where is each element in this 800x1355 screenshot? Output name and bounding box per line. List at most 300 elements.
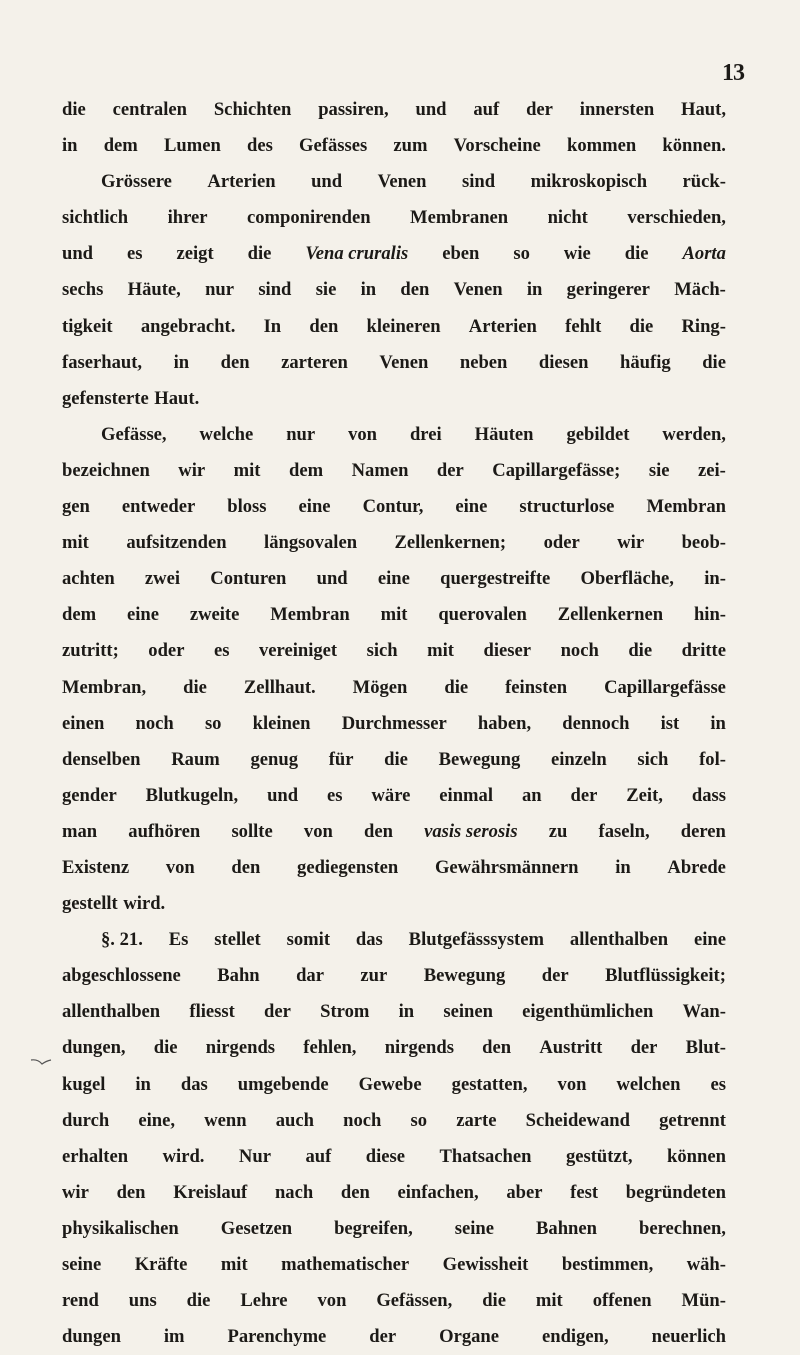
word: noch <box>135 712 174 734</box>
word: wir <box>62 1181 89 1203</box>
word: den <box>220 351 250 373</box>
word: es <box>327 784 343 806</box>
word: allenthalben <box>569 929 669 951</box>
word: componirenden <box>246 207 371 229</box>
word: Thatsachen <box>439 1145 532 1167</box>
word: der <box>264 1001 291 1023</box>
word: es <box>710 1073 726 1095</box>
word: bezeichnen <box>62 459 150 481</box>
word: bloss <box>227 496 267 518</box>
word: sind <box>258 279 292 301</box>
word: mikroskopisch <box>530 171 648 193</box>
word: rend <box>62 1290 99 1312</box>
word: dass <box>691 784 726 806</box>
word: Strom <box>320 1001 370 1023</box>
word: von <box>348 423 378 445</box>
text-line <box>62 958 726 994</box>
word: §. 21. <box>101 929 143 951</box>
word: Grössere <box>101 171 172 193</box>
italic-word: Vena cruralis <box>305 243 409 265</box>
word: den <box>309 315 339 337</box>
word: in <box>526 279 543 301</box>
word: die <box>628 640 653 662</box>
word: eine <box>693 929 726 951</box>
word: der <box>541 965 569 987</box>
word: wie <box>563 243 591 265</box>
word: Durchmesser <box>341 712 447 734</box>
word: begreifen, <box>334 1217 413 1239</box>
word: eine, <box>138 1109 176 1131</box>
word: Membranen <box>410 207 509 229</box>
word: der <box>436 459 464 481</box>
word: aber <box>506 1181 543 1203</box>
word: Gefässen, <box>376 1290 453 1312</box>
word: nach <box>274 1181 314 1203</box>
text-line <box>62 1175 726 1211</box>
word: häufig <box>620 351 671 373</box>
text-line <box>62 886 726 922</box>
word: die <box>384 748 408 770</box>
word: Austritt <box>539 1037 603 1059</box>
word: getrennt <box>659 1109 726 1131</box>
word: zweite <box>189 604 240 626</box>
word: uns <box>128 1290 157 1312</box>
word: Gewährsmännern <box>434 856 579 878</box>
word: mit <box>535 1290 563 1312</box>
word: Oberfläche, <box>580 568 674 590</box>
text-line <box>62 236 726 272</box>
text-line <box>62 778 726 814</box>
word: auf <box>305 1145 332 1167</box>
word: zum <box>393 135 428 157</box>
word: Zellhaut. <box>243 676 316 698</box>
word: offenen <box>592 1290 652 1312</box>
word: kugel <box>62 1073 106 1095</box>
word: Membran, <box>62 676 147 698</box>
page-number: 13 <box>722 60 744 86</box>
word: nirgends <box>205 1037 276 1059</box>
word: endigen, <box>542 1326 609 1348</box>
word: Wan- <box>682 1001 726 1023</box>
word: die <box>629 315 654 337</box>
word: Zellenkernen <box>557 604 664 626</box>
word: in <box>398 1001 415 1023</box>
word: die <box>482 1290 506 1312</box>
word: durch <box>62 1109 110 1131</box>
word: gebildet <box>566 423 630 445</box>
word: drei <box>409 423 442 445</box>
word: genug <box>250 748 298 770</box>
word: berechnen, <box>639 1217 726 1239</box>
italic-word: Aorta <box>682 243 726 265</box>
word: Haut. <box>154 387 200 409</box>
word: Blutkugeln, <box>145 784 239 806</box>
word: aufhören <box>128 820 201 842</box>
word: wird. <box>123 893 166 915</box>
word: gediegensten <box>297 856 399 878</box>
word: in- <box>704 568 726 590</box>
word: in <box>62 135 78 157</box>
text-line <box>62 92 726 128</box>
text-line <box>62 309 726 345</box>
word: eine <box>298 496 331 518</box>
text-line <box>62 670 726 706</box>
word: Raum <box>171 748 220 770</box>
margin-pencil-mark <box>30 1058 52 1066</box>
word: Blutflüssigkeit; <box>605 965 726 987</box>
word: geringerer <box>566 279 650 301</box>
word: Scheidewand <box>525 1109 630 1131</box>
word: in <box>360 279 377 301</box>
word: Contur, <box>362 496 424 518</box>
word: gen <box>62 496 90 518</box>
text-line <box>62 345 726 381</box>
word: gestatten, <box>451 1073 528 1095</box>
word: dem <box>103 135 138 157</box>
word: zwei <box>144 568 181 590</box>
word: Venen <box>453 279 503 301</box>
text-line <box>62 922 726 958</box>
word: einen <box>62 712 105 734</box>
word: zur <box>360 965 388 987</box>
word: eben <box>442 243 480 265</box>
word: sechs <box>62 279 104 301</box>
word: das <box>355 929 383 951</box>
word: Membran <box>270 604 350 626</box>
word: quergestreifte <box>440 568 551 590</box>
word: innersten <box>579 99 655 120</box>
word: rück- <box>682 171 726 193</box>
word: in <box>710 712 726 734</box>
word: Zellenkernen; <box>394 532 507 554</box>
word: einfachen, <box>397 1181 479 1203</box>
word: hin- <box>693 604 726 626</box>
word: Gesetzen <box>220 1217 293 1239</box>
word: die <box>153 1037 178 1059</box>
word: Bahn <box>217 965 260 987</box>
word: fest <box>570 1181 599 1203</box>
text-line <box>62 381 726 417</box>
word: man <box>62 820 98 842</box>
word: sich <box>637 748 669 770</box>
word: seinen <box>443 1001 493 1023</box>
word: von <box>165 856 195 878</box>
word: Capillargefässe; <box>492 459 621 481</box>
word: zutritt; <box>62 640 119 662</box>
word: dennoch <box>562 712 630 734</box>
word: haben, <box>477 712 532 734</box>
text-line <box>62 453 726 489</box>
text-line <box>62 128 726 164</box>
word: begründeten <box>625 1181 726 1203</box>
text-line <box>62 850 726 886</box>
word: auch <box>275 1109 314 1131</box>
word: fliesst <box>189 1001 235 1023</box>
word: nirgends <box>384 1037 454 1059</box>
word: sind <box>462 171 496 193</box>
word: gestellt <box>62 893 118 915</box>
word: wäre <box>371 784 411 806</box>
word: fehlen, <box>303 1037 357 1059</box>
word: Lumen <box>163 135 221 157</box>
word: welche <box>199 423 254 445</box>
word: dritte <box>681 640 726 662</box>
word: verschieden, <box>627 207 726 229</box>
word: sichtlich <box>62 207 129 229</box>
word: die <box>62 99 86 120</box>
word: Häute, <box>127 279 181 301</box>
word: von <box>317 1290 347 1312</box>
word: Blutgefässsystem <box>408 929 544 951</box>
word: eine <box>455 496 488 518</box>
word: Zeit, <box>626 784 663 806</box>
word: ist <box>660 712 680 734</box>
word: es <box>127 243 143 265</box>
word: somit <box>286 929 331 951</box>
word: Gewebe <box>358 1073 422 1095</box>
italic-word: vasis serosis <box>424 820 518 842</box>
word: Bewegung <box>423 965 506 987</box>
word: ihrer <box>167 207 208 229</box>
word: Lehre <box>240 1290 288 1312</box>
text-line <box>62 1211 726 1247</box>
word: seine <box>62 1254 102 1275</box>
word: mit <box>380 604 408 626</box>
word: Bewegung <box>438 748 521 770</box>
word: feinsten <box>505 676 568 698</box>
word: centralen <box>112 99 187 120</box>
word: Schichten <box>213 99 292 120</box>
word: Gefässe, <box>101 423 167 445</box>
word: Mögen <box>352 676 408 698</box>
text-line <box>62 994 726 1030</box>
word: so <box>204 712 222 734</box>
word: Mün- <box>681 1290 726 1312</box>
word: es <box>213 640 230 662</box>
word: den <box>116 1181 146 1203</box>
text-line <box>62 1067 726 1103</box>
word: das <box>180 1073 208 1095</box>
word: Existenz <box>62 856 130 878</box>
text-line <box>62 561 726 597</box>
word: wir <box>178 459 206 481</box>
word: Blut- <box>685 1037 726 1059</box>
word: in <box>615 856 631 878</box>
word: längsovalen <box>264 532 358 554</box>
word: zarteren <box>281 351 348 373</box>
word: aufsitzenden <box>126 532 227 554</box>
word: und <box>415 99 447 120</box>
text-line <box>62 1319 726 1355</box>
word: zu <box>548 820 568 842</box>
word: die <box>247 243 272 265</box>
text-line <box>62 164 726 200</box>
word: fol- <box>699 748 726 770</box>
word: vereiniget <box>258 640 338 662</box>
word: der <box>630 1037 658 1059</box>
word: welchen <box>616 1073 681 1095</box>
word: wir <box>617 532 645 554</box>
word: dem <box>62 604 97 626</box>
word: nicht <box>547 207 588 229</box>
word: Bahnen <box>536 1217 597 1239</box>
word: den <box>340 1181 370 1203</box>
word: sie <box>648 459 670 481</box>
text-line <box>62 742 726 778</box>
word: Venen <box>377 171 427 193</box>
word: Membran <box>646 496 726 518</box>
word: oder <box>543 532 580 554</box>
word: In <box>263 315 282 337</box>
word: querovalen <box>438 604 527 626</box>
word: seine <box>454 1217 494 1239</box>
word: wird. <box>162 1145 205 1167</box>
word: Arterien <box>468 315 537 337</box>
word: der <box>369 1326 397 1348</box>
word: gender <box>62 784 117 806</box>
text-line <box>62 1283 726 1319</box>
word: Venen <box>379 351 429 373</box>
word: tigkeit <box>62 315 113 337</box>
word: an <box>521 784 542 806</box>
word: die <box>702 351 726 373</box>
word: bestimmen, <box>561 1254 654 1275</box>
word: Organe <box>439 1326 500 1348</box>
text-line <box>62 1103 726 1139</box>
text-line <box>62 200 726 236</box>
word: so <box>513 243 530 265</box>
word: von <box>303 820 333 842</box>
word: Gefässes <box>299 135 368 157</box>
text-line <box>62 525 726 561</box>
word: dungen, <box>62 1037 126 1059</box>
word: diesen <box>538 351 589 373</box>
word: können. <box>662 135 726 157</box>
word: die <box>183 676 207 698</box>
text-line <box>62 1030 726 1066</box>
word: fehlt <box>565 315 602 337</box>
word: von <box>557 1073 587 1095</box>
word: mit <box>233 459 261 481</box>
word: sie <box>315 279 337 301</box>
text-line <box>62 489 726 525</box>
word: gefensterte <box>62 387 149 409</box>
word: kommen <box>566 135 637 157</box>
word: einmal <box>439 784 494 806</box>
word: Parenchyme <box>227 1326 327 1348</box>
word: Kreislauf <box>173 1181 248 1203</box>
word: in <box>173 351 190 373</box>
text-line <box>62 633 726 669</box>
word: oder <box>148 640 185 662</box>
word: noch <box>343 1109 382 1131</box>
word: Gewissheit <box>442 1254 529 1275</box>
word: den <box>364 820 393 842</box>
word: Häuten <box>474 423 534 445</box>
word: auf <box>473 99 500 120</box>
word: die <box>186 1290 211 1312</box>
word: dem <box>289 459 324 481</box>
word: erhalten <box>62 1145 129 1167</box>
word: einzeln <box>550 748 607 770</box>
word: für <box>328 748 354 770</box>
word: eine <box>377 568 410 590</box>
word: den <box>482 1037 512 1059</box>
word: neuerlich <box>651 1326 726 1348</box>
word: Namen <box>351 459 409 481</box>
word: allenthalben <box>62 1001 161 1023</box>
word: der <box>526 99 553 120</box>
word: deren <box>680 820 726 842</box>
word: achten <box>62 568 115 590</box>
word: die <box>624 243 649 265</box>
word: Es <box>168 929 189 951</box>
text-line <box>62 597 726 633</box>
word: sich <box>366 640 398 662</box>
word: die <box>444 676 469 698</box>
word: zeigt <box>176 243 214 265</box>
word: dar <box>296 965 324 987</box>
word: Nur <box>238 1145 271 1167</box>
word: so <box>410 1109 428 1131</box>
word: mit <box>427 640 455 662</box>
word: stellet <box>214 929 261 951</box>
text-line <box>62 706 726 742</box>
word: des <box>247 135 273 157</box>
word: zei- <box>698 459 726 481</box>
word: nur <box>205 279 235 301</box>
body-text <box>62 92 726 1355</box>
word: beob- <box>681 532 726 554</box>
word: entweder <box>121 496 196 518</box>
word: und <box>267 784 299 806</box>
word: passiren, <box>318 99 389 120</box>
word: Mäch- <box>674 279 726 301</box>
word: dieser <box>483 640 532 662</box>
word: neben <box>459 351 508 373</box>
word: faserhaut, <box>62 351 143 373</box>
word: abgeschlossene <box>62 965 181 987</box>
word: Haut, <box>681 99 726 120</box>
word: Ring- <box>681 315 726 337</box>
word: eine <box>126 604 159 626</box>
text-line <box>62 417 726 453</box>
word: der <box>570 784 598 806</box>
word: wäh- <box>686 1254 726 1275</box>
word: und <box>316 568 348 590</box>
word: kleinen <box>252 712 311 734</box>
word: eigenthümlichen <box>522 1001 654 1023</box>
word: den <box>231 856 261 878</box>
word: können <box>667 1145 726 1167</box>
word: den <box>400 279 430 301</box>
word: und <box>311 171 343 193</box>
word: Abrede <box>667 856 726 878</box>
text-line <box>62 272 726 308</box>
word: Capillargefässe <box>604 676 726 698</box>
word: werden, <box>662 423 726 445</box>
word: faseln, <box>598 820 650 842</box>
word: in <box>135 1073 151 1095</box>
word: nur <box>286 423 316 445</box>
word: physikalischen <box>62 1217 179 1239</box>
word: dungen <box>62 1326 121 1348</box>
word: noch <box>560 640 599 662</box>
word: Arterien <box>207 171 276 193</box>
word: im <box>163 1326 185 1348</box>
word: mit <box>220 1254 248 1275</box>
word: structurlose <box>519 496 615 518</box>
